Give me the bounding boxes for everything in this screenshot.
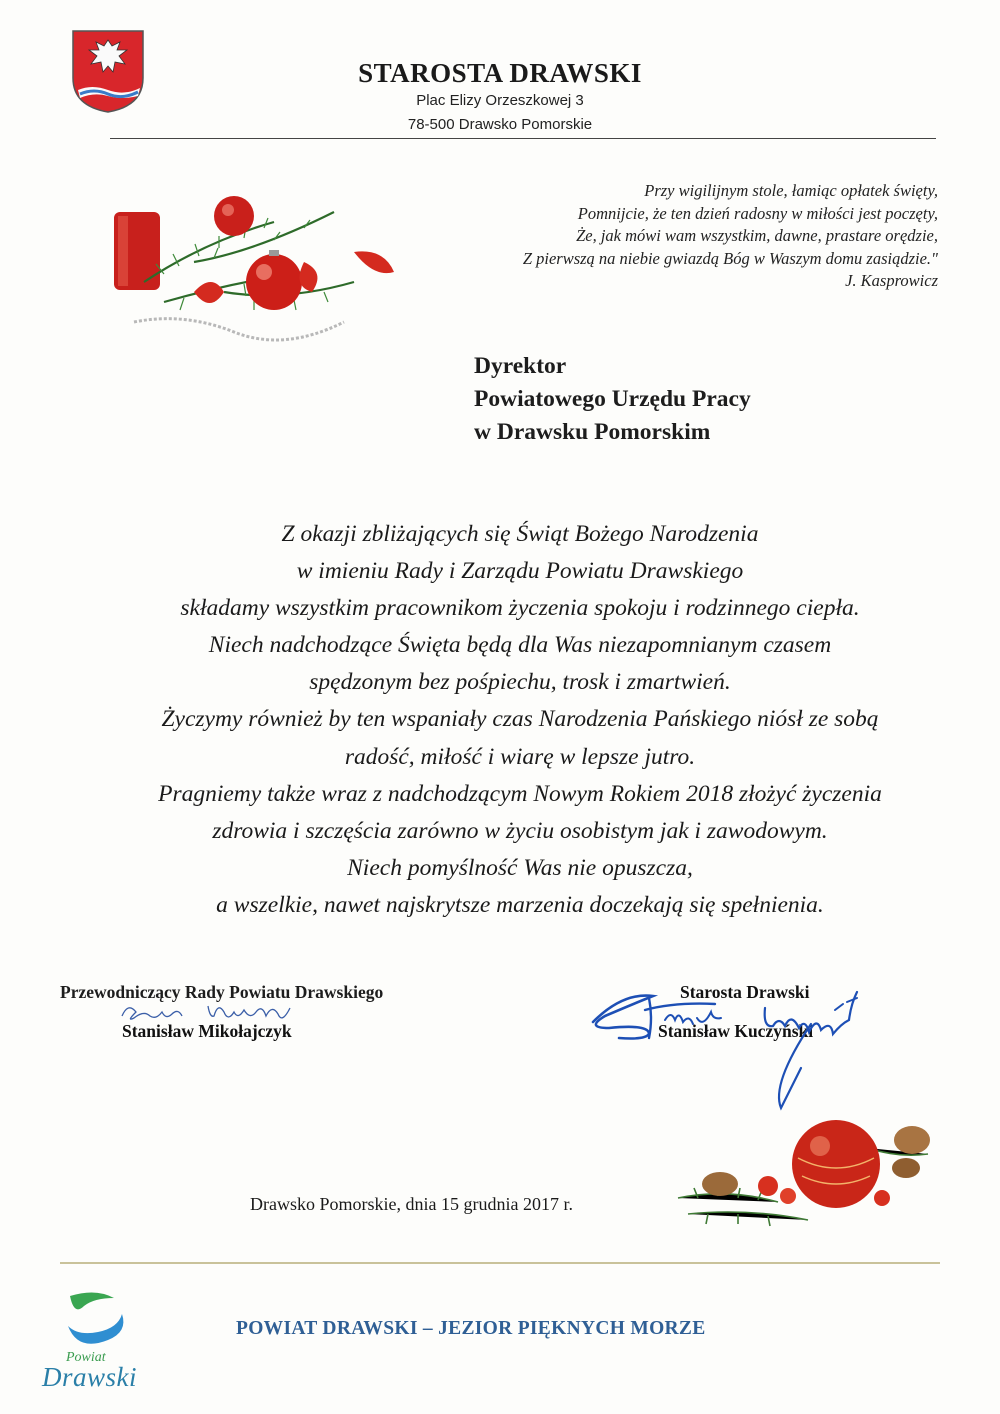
christmas-ornament-image [668,1118,936,1228]
body-line: a wszelkie, nawet najskrytsze marzenia doczekają się spełnienia. [216,891,824,918]
body-line: składamy wszystkim pracownikom życzenia spokoju i rodzinnego ciepła. [180,595,860,622]
signatory-name: Stanisław Mikołajczyk [122,1021,292,1041]
logo-text-small: Powiat [66,1350,106,1365]
recipient-line: Dyrektor [474,353,567,379]
signatory-title: Przewodniczący Rady Powiatu Drawskiego [60,982,384,1002]
recipient-line: w Drawsku Pomorskim [474,419,711,445]
date-line: Drawsko Pomorskie, dnia 15 grudnia 2017 r. [250,1194,573,1214]
body-line: Życzymy również by ten wspaniały czas Narodzenia Pańskiego niósł ze sobą [161,706,879,733]
recipient-block [474,350,751,449]
footer-divider [60,1262,940,1264]
body-line: Z okazji zbliżających się Świąt Bożego Narodzenia [281,521,759,547]
header-address-street: Plac Elizy Orzeszkowej 3 [416,92,584,109]
poem-quote [378,180,938,293]
body-line: spędzonym bez pośpiechu, trosk i zmartwień. [309,669,731,696]
poem-line: Że, jak mówi wam wszystkim, dawne, prastare orędzie, [576,226,938,245]
handwritten-signature-left [118,998,318,1024]
poem-line: Z pierwszą na niebie gwiazdą Bóg w Waszym domu zasiądzie." [522,248,938,268]
body-line: w imieniu Rady i Zarządu Powiatu Drawskiego [296,558,744,585]
body-line: radość, miłość i wiarę w lepsze jutro. [344,743,696,770]
signatory-title: Starosta Drawski [680,982,810,1002]
footer-motto: POWIAT DRAWSKI – JEZIOR PIĘKNYCH MORZE [236,1318,706,1339]
logo-text-large: Drawski [42,1362,138,1392]
body-line: Niech pomyślność Was nie opuszcza, [347,854,693,881]
greeting-body [40,516,1000,924]
header-title: STAROSTA DRAWSKI [358,58,642,88]
body-line: zdrowia i szczęścia zarówno w życiu osobistym jak i zawodowym. [212,817,828,844]
coat-of-arms-logo [70,28,146,114]
body-line: Niech nadchodzące Święta będą dla Was niezapomnianym czasem [208,632,832,659]
christmas-decoration-image [104,182,404,342]
body-line: Pragniemy także wraz z nadchodzącym Nowym Rokiem 2018 złożyć życzenia [158,780,882,807]
signatory-name: Stanisław Kuczyński [658,1021,814,1041]
header-address-city: 78-500 Drawsko Pomorskie [407,116,593,133]
handwritten-signature-right [585,962,885,1112]
recipient-line: Powiatowego Urzędu Pracy [474,386,751,412]
poem-line: Pomnijcie, że ten dzień radosny w miłości jest poczęty, [577,203,938,223]
header-divider [110,138,936,139]
poem-author: J. Kasprowicz [845,271,938,290]
poem-line: Przy wigilijnym stole, łamiąc opłatek święty, [644,181,938,200]
